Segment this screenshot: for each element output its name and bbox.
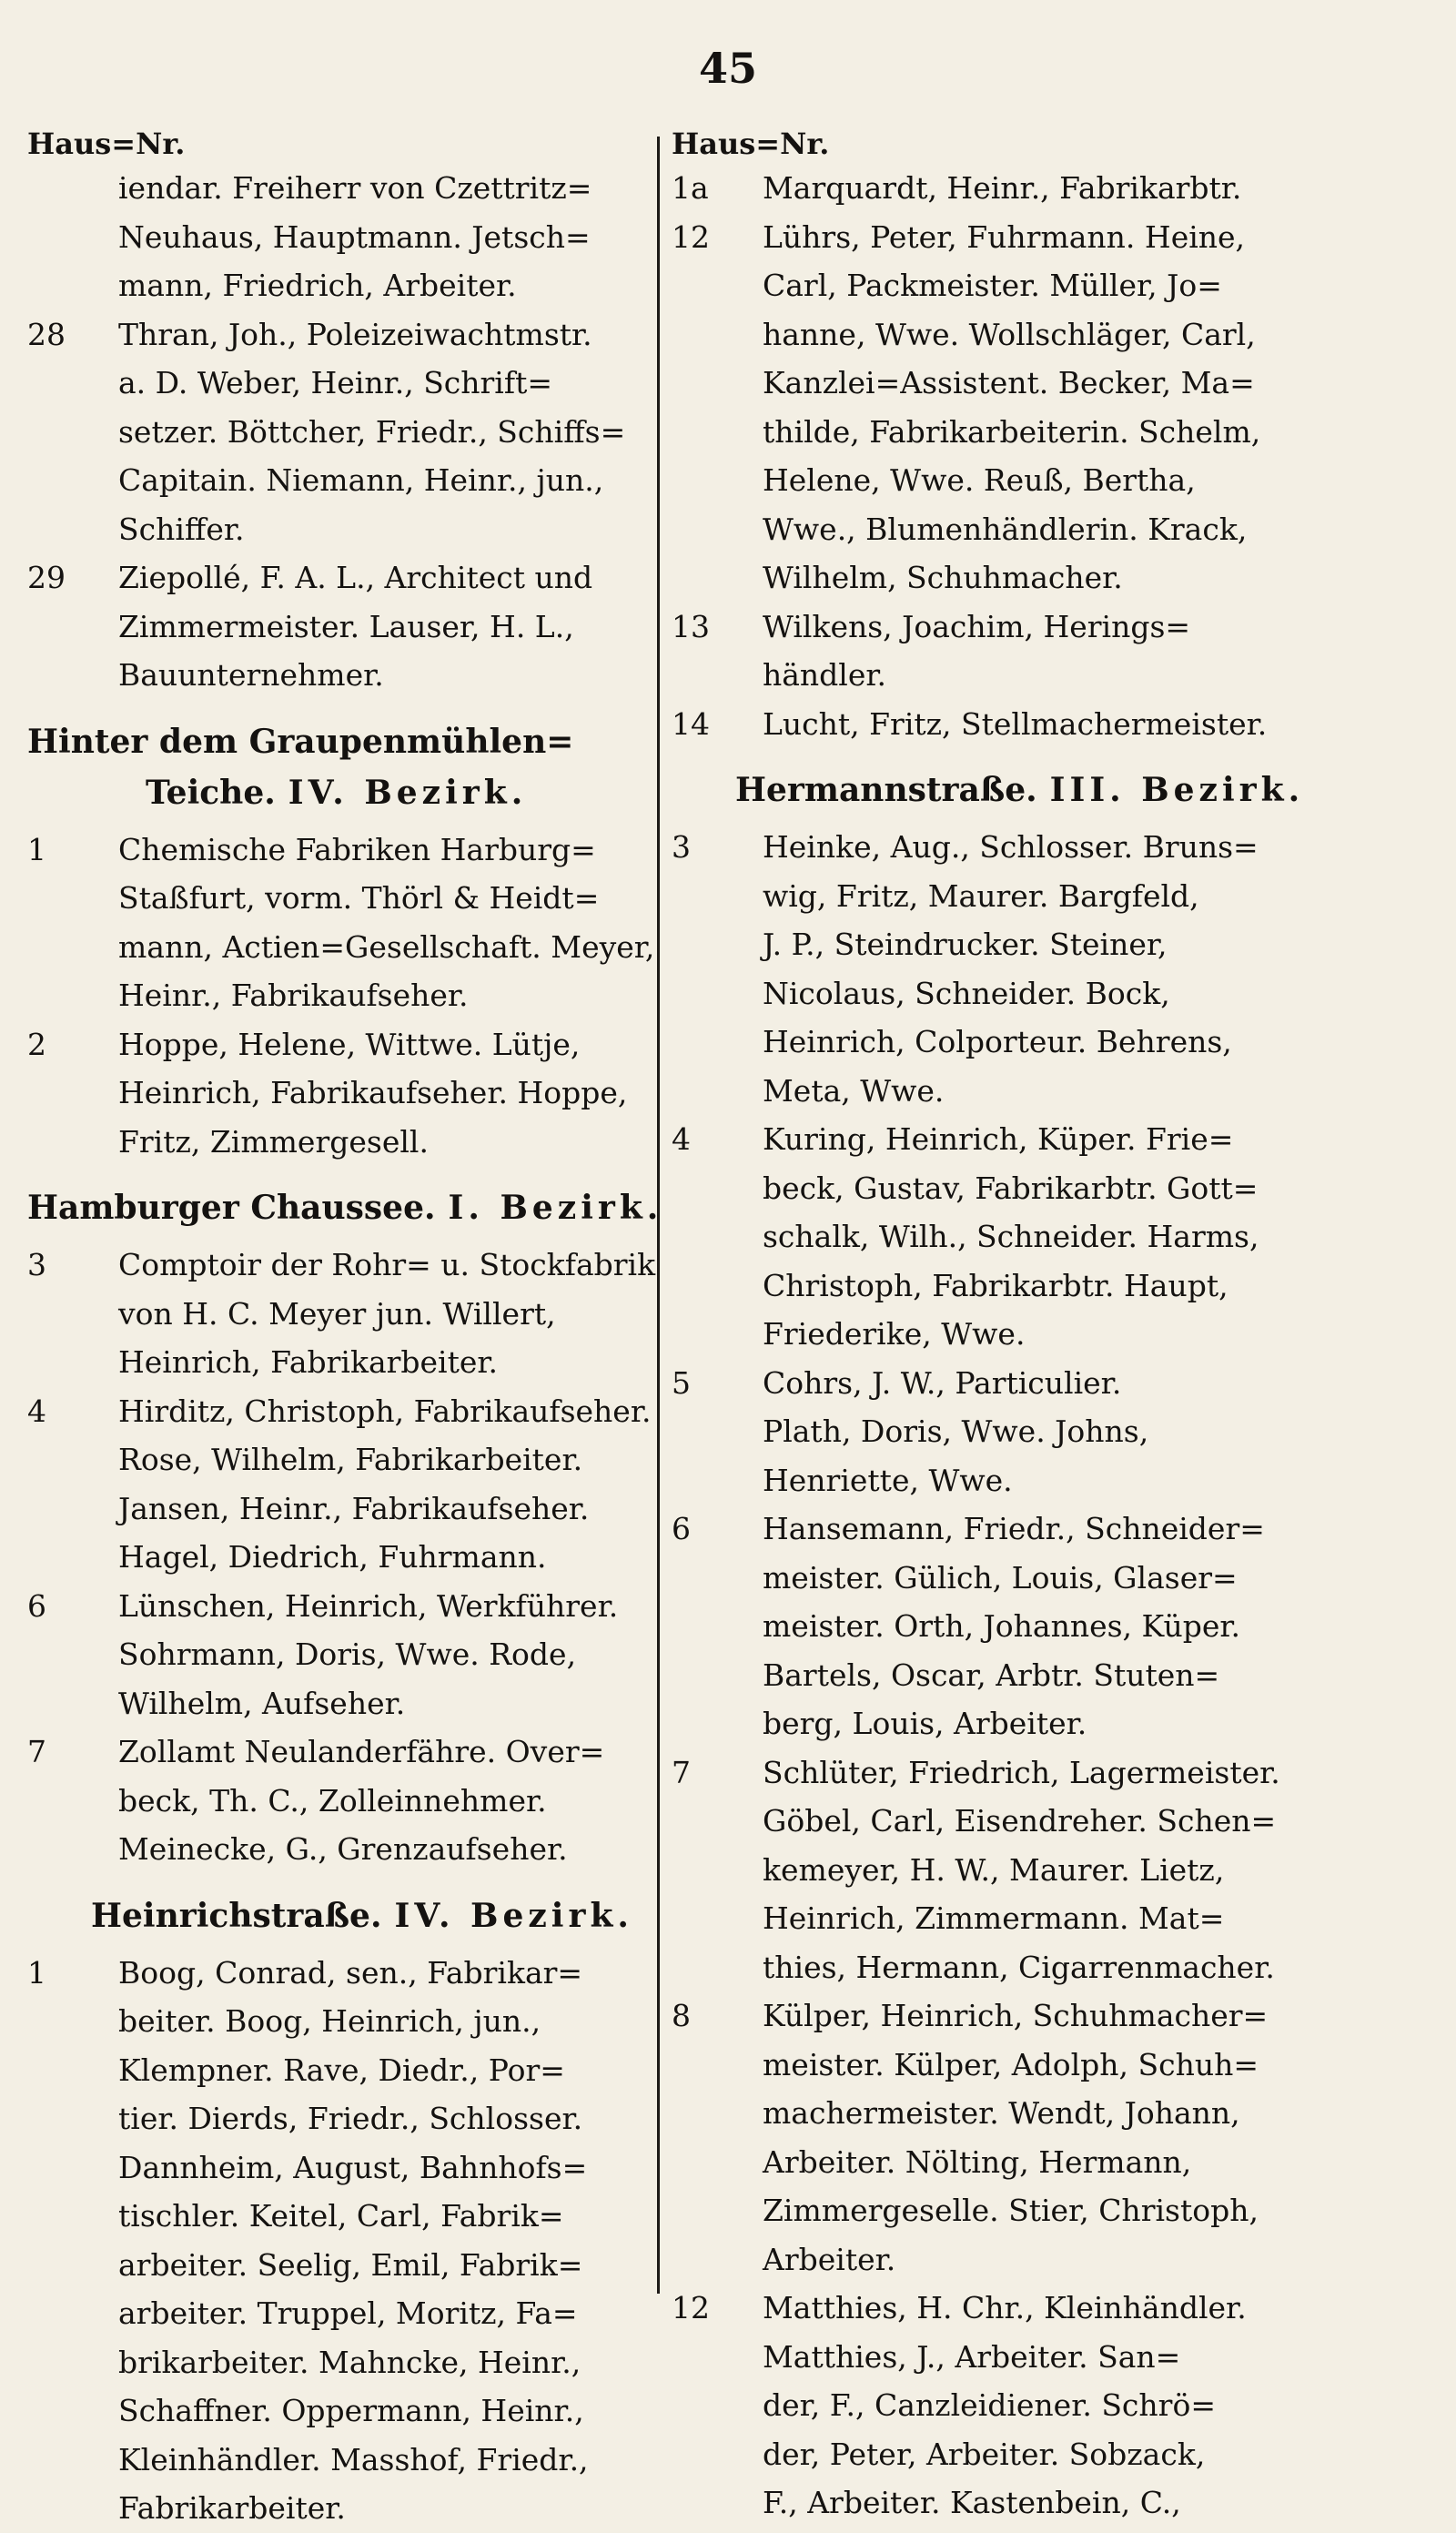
entry-text: F., Arbeiter. Kastenbein, C., [763,2485,1181,2520]
house-number: 8 [672,1998,691,2033]
entry-text: thies, Hermann, Cigarrenmacher. [763,1949,1275,1985]
entry-line [672,920,1299,969]
entry-text: meister. Külper, Adolph, Schuh= [763,2046,1259,2082]
entry-text: Meinecke, G., Grenzaufseher. [118,1831,568,1867]
section-gap [27,1233,655,1241]
entry-text: Hagel, Diedrich, Fuhrmann. [118,1539,547,1575]
entry-line [672,505,1299,554]
entry-line [27,1069,655,1118]
entry-text: thilde, Fabrikarbeiterin. Schelm, [763,413,1261,450]
house-number: 12 [672,218,710,255]
house-number: 2 [27,1026,46,1062]
entry-line [672,1748,1299,1798]
entry-text: Friederike, Wwe. [763,1316,1026,1352]
entry-text: Fritz, Zimmergesell. [118,1123,429,1160]
entry-line [672,872,1299,921]
entry-line [672,2284,1299,2333]
entry-line [672,700,1299,749]
entry-line [672,2333,1299,2382]
entry-line [27,2338,655,2387]
street-name: Hermannstraße. [735,771,1037,809]
entry-text: Hansemann, Friedr., Schneider= [763,1511,1265,1546]
street-name: Heinrichstraße. [91,1896,382,1935]
page-number: 45 [698,44,757,93]
entry-line [27,2386,655,2436]
entry-line [672,2089,1299,2138]
entry-text: berg, Louis, Arbeiter. [763,1706,1087,1741]
district-label: I. Bezirk. [448,1189,663,1227]
street-name: Teiche. [146,773,276,812]
entry-line [27,1679,655,1728]
house-number: 6 [27,1587,46,1624]
district-label: IV. Bezirk. [394,1896,633,1935]
entry-text: Cohrs, J. W., Particulier. [763,1364,1122,1401]
entry-text: Heinrich, Fabrikaufseher. Hoppe, [118,1075,628,1110]
entry-text: Nicolaus, Schneider. Bock, [763,975,1170,1011]
entry-line [672,359,1299,408]
entry-line [27,1484,655,1534]
entry-text: beiter. Boog, Heinrich, jun., [118,2003,541,2039]
entry-line [672,408,1299,457]
entry-text: Göbel, Carl, Eisendreher. Schen= [763,1803,1277,1839]
entry-text: Henriette, Wwe. [763,1462,1013,1498]
entry-line [27,2094,655,2143]
entry-text: der, Peter, Arbeiter. Sobzack, [763,2436,1206,2472]
entry-text: Arbeiter. [763,2241,896,2277]
entry-text: arbeiter. Truppel, Moritz, Fa= [118,2295,578,2331]
section-gap [27,700,655,716]
entry-line [672,261,1299,310]
house-number: 4 [672,1121,691,1157]
entry-line [672,823,1299,872]
entry-text: Matthies, H. Chr., Kleinhändler. [763,2290,1247,2325]
left-column [27,126,663,2533]
entry-text: Capitain. Niemann, Heinr., jun., [118,462,604,498]
section-gap [27,818,655,826]
entry-text: Zimmergeselle. Stier, Christoph, [763,2193,1259,2228]
entry-line [672,1894,1299,1943]
entry-line [27,456,655,505]
entry-line [672,1456,1299,1505]
entry-line [27,1435,655,1484]
entry-line [672,2430,1299,2479]
house-number: 13 [672,608,710,644]
right-column [672,126,1305,2528]
entry-line [27,1582,655,1631]
house-number: 5 [672,1364,691,1401]
entry-text: Heinrich, Colporteur. Behrens, [763,1024,1232,1059]
entry-line [27,164,655,213]
entry-line [27,2484,655,2533]
entry-text: von H. C. Meyer jun. Willert, [118,1295,556,1332]
entry-text: Schiffer. [118,511,245,547]
street-name: Hinter dem Graupenmühlen= [27,722,574,761]
entry-line [27,2046,655,2095]
entry-line [672,310,1299,360]
entry-text: Heinke, Aug., Schlosser. Bruns= [763,829,1259,865]
entry-line [27,261,655,310]
entry-text: Neuhaus, Hauptmann. Jetsch= [118,218,591,255]
entry-line [672,1115,1299,1164]
entry-text: Jansen, Heinr., Fabrikaufseher. [118,1490,590,1526]
entry-line [672,1310,1299,1359]
street-heading [27,716,655,767]
entry-line [27,1387,655,1436]
entry-text: meister. Gülich, Louis, Glaser= [763,1559,1238,1596]
entry-text: iendar. Freiherr von Czettritz= [118,170,592,206]
street-heading [27,767,655,818]
entry-text: Meta, Wwe. [763,1072,945,1109]
entry-line [672,2186,1299,2235]
entry-text: mann, Actien=Gesellschaft. Meyer, [118,928,655,965]
entry-line [27,505,655,554]
entry-line [672,603,1299,652]
house-number: 28 [27,316,66,352]
entry-line [27,971,655,1020]
entry-text: Lührs, Peter, Fuhrmann. Heine, [763,218,1246,255]
entry-text: Boog, Conrad, sen., Fabrikar= [118,1954,583,1991]
entry-text: Chemische Fabriken Harburg= [118,831,596,867]
house-number-header: Haus=Nr. [27,127,186,161]
entry-line [672,1846,1299,1895]
entry-text: Rose, Wilhelm, Fabrikarbeiter. [118,1442,583,1477]
entry-line [672,651,1299,700]
entry-line [672,1212,1299,1261]
entry-text: Carl, Packmeister. Müller, Jo= [763,268,1222,303]
entry-text: arbeiter. Seelig, Emil, Fabrik= [118,2246,583,2283]
entry-line [27,1630,655,1679]
entry-text: Kuring, Heinrich, Küper. Frie= [763,1121,1234,1157]
entry-text: Plath, Doris, Wwe. Johns, [763,1413,1149,1449]
entry-line [27,651,655,700]
house-number: 29 [27,560,66,595]
entry-line [27,1533,655,1582]
entry-text: Wilkens, Joachim, Herings= [763,608,1191,644]
entry-text: a. D. Weber, Heinr., Schrift= [118,365,552,400]
entry-text: beck, Gustav, Fabrikarbtr. Gott= [763,1170,1259,1206]
entry-text: mann, Friedrich, Arbeiter. [118,268,517,303]
entry-text: Heinrich, Zimmermann. Mat= [763,1900,1225,1936]
entry-text: setzer. Böttcher, Friedr., Schiffs= [118,413,626,450]
entry-line [672,2381,1299,2430]
entry-line [672,1505,1299,1554]
entry-text: Fabrikarbeiter. [118,2490,346,2526]
entry-text: J. P., Steindrucker. Steiner, [763,927,1168,962]
entry-text: hanne, Wwe. Wollschläger, Carl, [763,316,1256,352]
district-label: III. Bezirk. [1049,771,1305,809]
entry-line [27,408,655,457]
house-number: 6 [672,1511,691,1546]
street-name: Hamburger Chaussee. [27,1189,436,1227]
entry-text: Kleinhändler. Masshof, Friedr., [118,2441,589,2477]
section-gap [27,1874,655,1890]
entry-line [672,553,1299,603]
entry-text: wig, Fritz, Maurer. Bargfeld, [763,877,1199,914]
entry-text: meister. Orth, Johannes, Küper. [763,1608,1241,1644]
entry-line [672,1018,1299,1067]
entry-line [672,1797,1299,1846]
entry-text: Ziepollé, F. A. L., Architect und [118,560,593,595]
entry-line [672,1651,1299,1700]
district-label: IV. Bezirk. [288,773,528,812]
house-number: 7 [672,1754,691,1790]
entry-line [27,1338,655,1387]
section-gap [672,748,1299,765]
entry-line [672,1261,1299,1311]
entry-text: tier. Dierds, Friedr., Schlosser. [118,2101,583,2136]
entry-line [27,2143,655,2193]
street-heading [27,1182,663,1233]
entry-text: der, F., Canzleidiener. Schrö= [763,2387,1216,2423]
house-number: 1 [27,831,46,867]
entry-text: Zimmermeister. Lauser, H. L., [118,608,574,644]
entry-line [27,1997,655,2046]
entry-line [672,2041,1299,2090]
entry-text: Heinrich, Fabrikarbeiter. [118,1344,499,1380]
entry-line [672,969,1299,1018]
entry-text: Matthies, J., Arbeiter. San= [763,2338,1181,2375]
entry-line [672,1407,1299,1456]
street-heading [672,765,1305,816]
entry-text: Kanzlei=Assistent. Becker, Ma= [763,365,1255,400]
entry-text: Wilhelm, Aufseher. [118,1685,406,1721]
entry-text: Wilhelm, Schuhmacher. [763,560,1123,595]
entry-line [27,874,655,923]
entry-text: Bartels, Oscar, Arbtr. Stuten= [763,1657,1220,1693]
entry-line [27,1777,655,1826]
entry-text: Heinr., Fabrikaufseher. [118,978,469,1013]
entry-text: Thran, Joh., Poleizeiwachtmstr. [118,316,592,352]
entry-line [27,1290,655,1339]
entry-line [27,2192,655,2241]
section-gap [27,1166,655,1182]
entry-text: Hoppe, Helene, Wittwe. Lütje, [118,1026,581,1062]
entry-text: Schlüter, Friedrich, Lagermeister. [763,1754,1280,1790]
entry-text: schalk, Wilh., Schneider. Harms, [763,1219,1259,1254]
street-heading [27,1890,655,1941]
entry-line [27,553,655,603]
entry-line [672,1602,1299,1651]
entry-line [672,1359,1299,1408]
entry-text: Marquardt, Heinr., Fabrikarbtr. [763,170,1242,206]
entry-line [672,2478,1299,2528]
entry-text: Sohrmann, Doris, Wwe. Rode, [118,1636,577,1672]
entry-text: machermeister. Wendt, Johann, [763,2095,1240,2131]
entry-line [27,2289,655,2338]
entry-text: Schaffner. Oppermann, Heinr., [118,2393,584,2428]
house-number: 3 [672,829,691,865]
entry-text: Bauunternehmer. [118,657,384,693]
entry-line [672,1699,1299,1748]
entry-line [672,1554,1299,1603]
entry-text: Klempner. Rave, Diedr., Por= [118,2052,565,2088]
entry-line [27,1949,655,1998]
entry-text: Zollamt Neulanderfähre. Over= [118,1734,605,1769]
entry-line [672,1943,1299,1992]
entry-text: Lucht, Fritz, Stellmachermeister. [763,705,1268,742]
entry-line [672,456,1299,505]
entry-text: Helene, Wwe. Reuß, Bertha, [763,462,1196,498]
house-number-header: Haus=Nr. [672,127,830,161]
entry-line [672,213,1299,262]
entry-text: Comptoir der Rohr= u. Stockfabrik [118,1247,656,1282]
entry-line [27,359,655,408]
entry-line [27,2436,655,2485]
entry-line [27,1825,655,1874]
house-number: 12 [672,2290,710,2325]
entry-text: Christoph, Fabrikarbtr. Haupt, [763,1267,1228,1303]
entry-text: tischler. Keitel, Carl, Fabrik= [118,2198,564,2234]
entry-line [672,2235,1299,2285]
entry-line [27,1020,655,1069]
entry-text: beck, Th. C., Zolleinnehmer. [118,1782,547,1819]
entry-line [672,164,1299,213]
entry-line [27,603,655,652]
entry-line [27,310,655,360]
house-number: 4 [27,1393,46,1429]
entry-text: händler. [763,657,887,693]
entry-line [27,2241,655,2290]
entry-line [672,1164,1299,1213]
entry-line [27,1241,655,1290]
entry-line [672,1991,1299,2041]
entry-text: Külper, Heinrich, Schuhmacher= [763,1998,1269,2033]
entry-line [27,1118,655,1167]
house-number: 7 [27,1734,46,1769]
house-number: 3 [27,1247,46,1282]
entry-line [672,1067,1299,1116]
section-gap [672,816,1299,823]
entry-line [27,923,655,972]
entry-text: Hirditz, Christoph, Fabrikaufseher. [118,1393,652,1429]
entry-line [27,1728,655,1777]
section-gap [27,1941,655,1949]
house-number: 14 [672,705,710,742]
entry-line [27,213,655,262]
entry-text: brikarbeiter. Mahncke, Heinr., [118,2344,581,2380]
entry-line [672,2138,1299,2187]
house-number: 1a [672,170,709,206]
entry-text: Staßfurt, vorm. Thörl & Heidt= [118,880,600,916]
entry-line [27,826,655,875]
entry-text: Lünschen, Heinrich, Werkführer. [118,1587,619,1624]
house-number: 1 [27,1954,46,1991]
entry-text: Dannheim, August, Bahnhofs= [118,2149,588,2185]
entry-text: Wwe., Blumenhändlerin. Krack, [763,511,1248,547]
entry-text: Arbeiter. Nölting, Hermann, [763,2143,1192,2180]
entry-text: kemeyer, H. W., Maurer. Lietz, [763,1851,1225,1888]
